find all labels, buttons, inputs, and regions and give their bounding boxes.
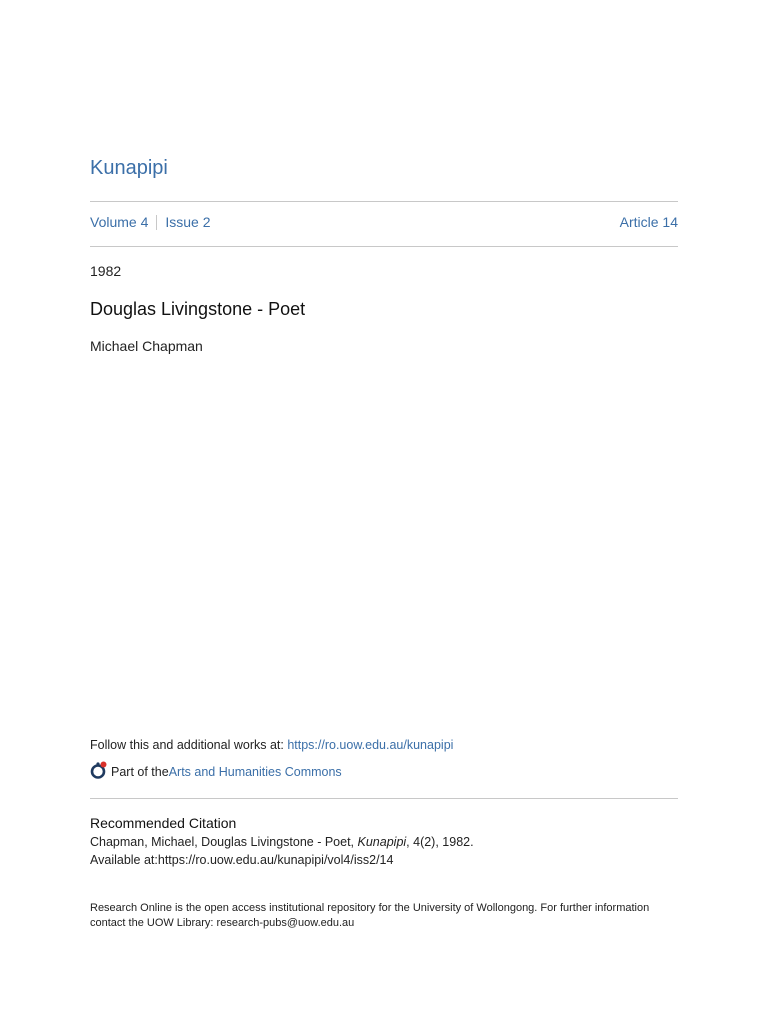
- commons-link[interactable]: Arts and Humanities Commons: [168, 764, 342, 779]
- part-of-line: [90, 761, 342, 782]
- repository-footer: [90, 901, 678, 931]
- article-title: Douglas Livingstone - Poet: [90, 299, 306, 319]
- citation-journal: Kunapipi: [357, 835, 407, 849]
- article-author: Michael Chapman: [90, 338, 203, 354]
- follow-line: [90, 738, 453, 752]
- part-of-prefix: Part of the: [111, 764, 169, 779]
- footer-line-2: contact the UOW Library: research-pubs@uow.edu.au: [90, 917, 355, 929]
- issue-separator: [156, 215, 157, 230]
- publication-year: 1982: [90, 263, 122, 279]
- article-link[interactable]: Article 14: [619, 214, 678, 230]
- issue-divider: [90, 246, 678, 247]
- follow-prefix: Follow this and additional works at:: [90, 738, 288, 752]
- journal-title-link[interactable]: Kunapipi: [90, 157, 168, 179]
- citation-text-after: , 4(2), 1982.: [406, 835, 474, 849]
- citation-text-before: Chapman, Michael, Douglas Livingstone - Poet,: [90, 835, 358, 849]
- citation-availability: Available at:https://ro.uow.edu.au/kunapipi/vol4/iss2/14: [90, 853, 394, 867]
- citation-heading: Recommended Citation: [90, 815, 237, 831]
- issue-navigation: [90, 214, 678, 230]
- citation-divider: [90, 798, 678, 799]
- volume-link[interactable]: Volume 4: [90, 214, 149, 230]
- top-divider: [90, 201, 678, 202]
- commons-network-icon: [90, 761, 111, 782]
- cover-page: [90, 0, 678, 1024]
- repository-url-link[interactable]: https://ro.uow.edu.au/kunapipi: [287, 738, 454, 752]
- citation-reference: [90, 835, 474, 849]
- issue-link[interactable]: Issue 2: [165, 214, 211, 230]
- footer-line-1: Research Online is the open access institutional repository for the University of Wollongong. For further information: [90, 902, 650, 914]
